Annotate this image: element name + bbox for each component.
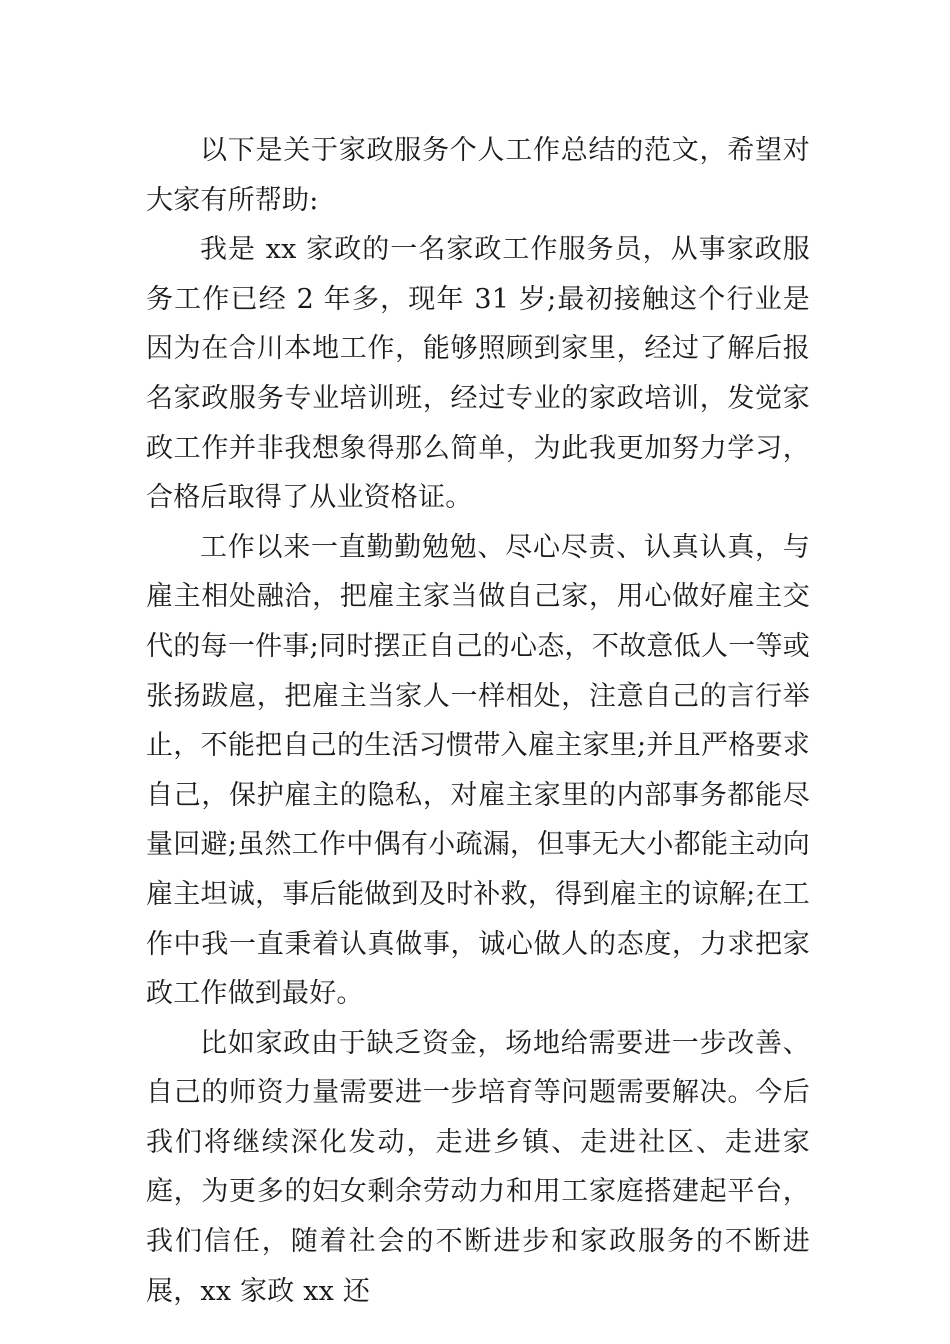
paragraph-background: 我是 xx 家政的一名家政工作服务员，从事家政服务工作已经 2 年多，现年 31 岁;最初接触这个行业是因为在合川本地工作，能够照顾到家里，经过了解后报名家政服务专业培训班，经过专业的家政培训，发觉家政工作并非我想象得那么简单，为此我更加努力学习，合格后取得了从业资格证。: [146, 234, 810, 514]
paragraph-intro: 以下是关于家政服务个人工作总结的范文，希望对大家有所帮助:: [146, 135, 810, 216]
paragraph-outlook: 比如家政由于缺乏资金，场地给需要进一步改善、自己的师资力量需要进一步培育等问题需要解决。今后我们将继续深化发动，走进乡镇、走进社区、走进家庭，为更多的妇女剩余劳动力和用工家庭搭建起平台，我们信任，随着社会的不断进步和家政服务的不断进展，xx 家政 xx 还: [146, 1027, 810, 1307]
document-body: [146, 126, 810, 1316]
paragraph-work-attitude: 工作以来一直勤勤勉勉、尽心尽责、认真认真，与雇主相处融洽，把雇主家当做自己家，用心做好雇主交代的每一件事;同时摆正自己的心态，不故意低人一等或张扬跋扈，把雇主当家人一样相处，注意自己的言行举止，不能把自己的生活习惯带入雇主家里;并且严格要求自己，保护雇主的隐私，对雇主家里的内部事务都能尽量回避;虽然工作中偶有小疏漏，但事无大小都能主动向雇主坦诚，事后能做到及时补救，得到雇主的谅解;在工作中我一直秉着认真做事，诚心做人的态度，力求把家政工作做到最好。: [146, 531, 810, 1010]
